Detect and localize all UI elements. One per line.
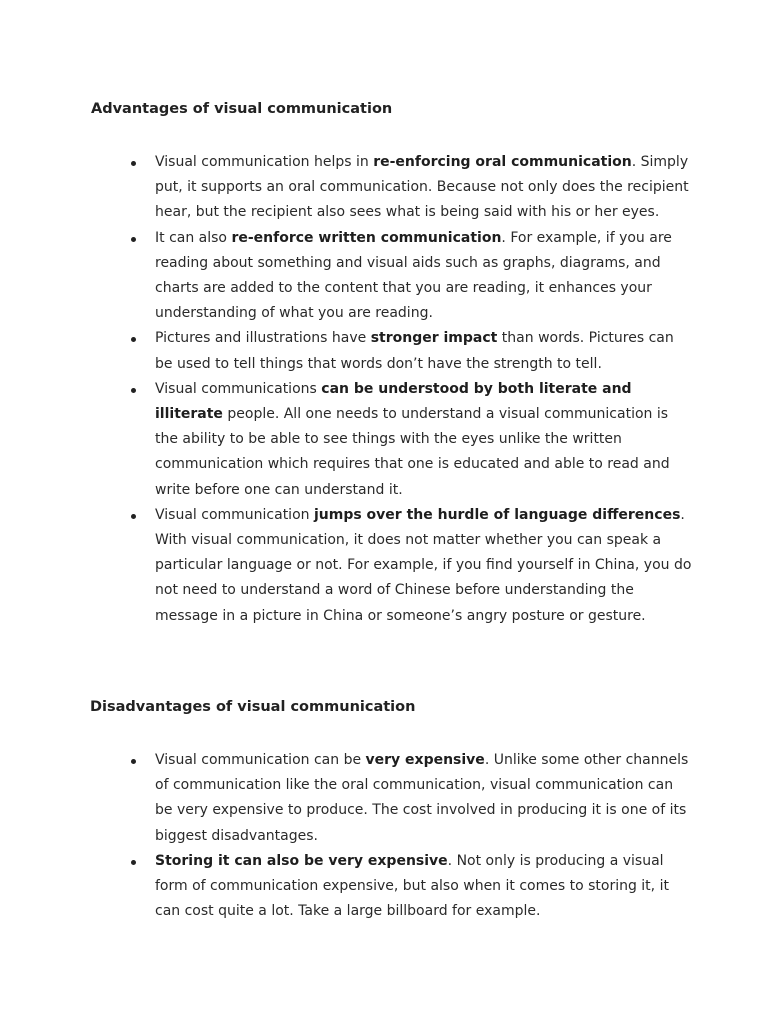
bullet-icon: [131, 237, 136, 242]
item-emphasis: re-enforce written communication: [231, 229, 502, 246]
list-item: [155, 849, 695, 925]
bullet-icon: [131, 860, 136, 865]
list-item: [155, 226, 695, 327]
bullet-icon: [131, 759, 136, 764]
bullet-icon: [131, 337, 136, 342]
item-emphasis: Storing it can also be very expensive: [155, 852, 448, 869]
item-text: Visual communication helps in: [155, 154, 374, 170]
item-text: people. All one needs to understand a visual communication is the ability to be able to see things with the eyes unlike the written communication which requires that one is educated and able to read and write before one can understand it.: [155, 406, 670, 498]
list-item: [155, 748, 695, 849]
advantages-list: [155, 150, 695, 629]
item-text: Visual communication can be: [155, 752, 366, 768]
list-item: [155, 503, 695, 629]
disadvantages-list: [155, 748, 695, 924]
list-item: [155, 326, 695, 376]
item-text: than words. Pictures can be used to tell things that words don’t have the strength to tell.: [155, 330, 674, 372]
item-text: . For example, if you are reading about something and visual aids such as graphs, diagrams, and charts are added to the content that you are reading, it enhances your understanding of what you are reading.: [155, 229, 672, 322]
bullet-icon: [131, 161, 136, 166]
item-text: It can also: [155, 229, 232, 246]
advantages-heading: Advantages of visual communication: [91, 101, 393, 117]
item-emphasis: very expensive: [365, 752, 485, 768]
disadvantages-heading: Disadvantages of visual communication: [90, 699, 416, 715]
item-text: Visual communication: [155, 506, 314, 523]
item-text: Visual communications: [155, 380, 322, 397]
bullet-icon: [131, 388, 136, 393]
item-text: . Not only is producing a visual form of communication expensive, but also when it comes to storing it, it can cost quite a lot. Take a large billboard for example.: [155, 852, 669, 920]
item-emphasis: re-enforcing oral communication: [373, 154, 632, 170]
item-text: . With visual communication, it does not matter whether you can speak a particular language or not. For example, if you find yourself in China, you do not need to understand a word of Chinese before understanding the message in a picture in China or someone’s angry posture or gesture.: [155, 506, 692, 624]
list-item: [155, 150, 695, 226]
bullet-icon: [131, 514, 136, 519]
item-emphasis: can be understood by both literate and illiterate: [155, 380, 632, 423]
item-text: . Unlike some other channels of communication like the oral communication, visual communication can be very expensive to produce. The cost involved in producing it is one of its biggest disadvantages.: [155, 752, 689, 844]
item-emphasis: stronger impact: [370, 330, 498, 347]
item-text: Pictures and illustrations have: [155, 330, 371, 347]
item-emphasis: jumps over the hurdle of language differences: [313, 506, 681, 523]
item-text: . Simply put, it supports an oral communication. Because not only does the recipient hear, but the recipient also sees what is being said with his or her eyes.: [155, 154, 689, 221]
list-item: [155, 377, 695, 503]
